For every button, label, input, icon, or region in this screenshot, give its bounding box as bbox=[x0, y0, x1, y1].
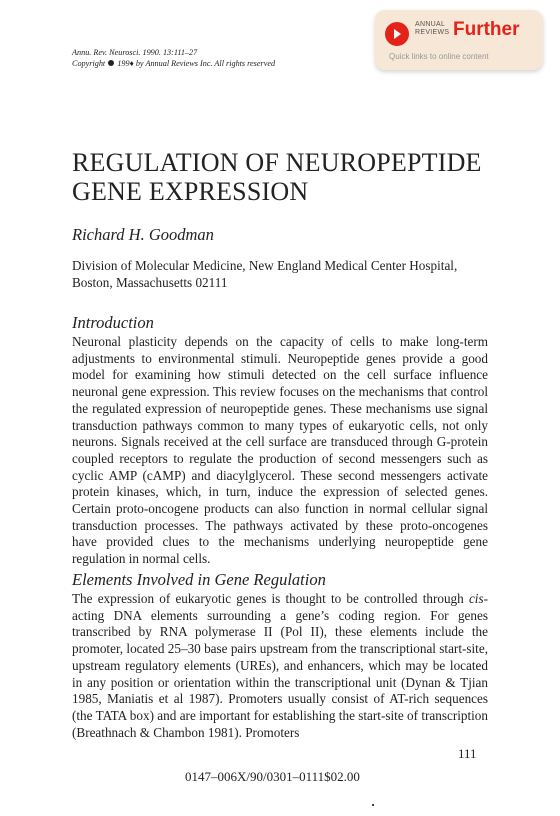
further-label: Further bbox=[453, 19, 520, 40]
quick-links-label: Quick links to online content bbox=[389, 52, 489, 61]
section-heading-elements: Elements Involved in Gene Regulation bbox=[72, 570, 326, 589]
elements-text-start: The expression of eukaryotic genes is thought to be controlled through bbox=[72, 591, 469, 606]
annual-reviews-line2: REVIEWS bbox=[415, 29, 450, 36]
author-affiliation: Division of Molecular Medicine, New England Medical Center Hospital, Boston, Massachusetts 02111 bbox=[72, 258, 458, 290]
introduction-paragraph: Neuronal plasticity depends on the capacity of cells to make long-term adjustments to environmental stimuli. Neuropeptide genes provide a good model for examining how stimuli detected on the cell surface influence neuronal gene expression. This review focuses on the mechanisms that control the regulated expression of neuropeptide genes. These mechanisms use signal transduction pathways common to many types of eukaryotic cells, not only neurons. Signals received at the cell surface are transduced through G-protein coupled receptors to regulate the production of second messengers such as cyclic AMP (cAMP) and diacylglycerol. These second messengers activate protein kinases, which, in turn, induce the expression of selected genes. Certain proto-oncogene products can also function in normal cellular signal transduction processes. The pathways activated by these proto-oncogenes have provided clues to the mechanisms underlying neuropeptide gene regulation in normal cells. bbox=[72, 334, 488, 567]
article-author: Richard H. Goodman bbox=[72, 225, 214, 244]
annual-reviews-logo-icon bbox=[385, 22, 409, 46]
citation-line-copyright bbox=[72, 59, 275, 70]
scan-mark bbox=[372, 804, 374, 806]
annual-reviews-wordmark bbox=[415, 21, 449, 37]
citation-line-journal: Annu. Rev. Neurosci. 1990. 13:111–27 bbox=[72, 48, 198, 57]
annual-reviews-line1: ANNUAL bbox=[415, 21, 446, 28]
article-title bbox=[72, 148, 482, 206]
article-code: 0147–006X/90/0301–0111$02.00 bbox=[185, 769, 360, 784]
section-heading-introduction: Introduction bbox=[72, 313, 154, 332]
page-number: 111 bbox=[458, 746, 477, 761]
copyright-bullet-icon bbox=[108, 60, 114, 66]
copyright-word: Copyright bbox=[72, 58, 106, 68]
elements-text-rest: -acting DNA elements surrounding a gene’s coding region. For genes transcribed by RNA polymerase II (Pol II), these elements include the promoter, located 25–30 base pairs upstream from the transcriptional start-site, upstream regulatory elements (UREs), and enhancers, which may be located in any position or orientation within the transcriptional unit (Dynan & Tjian 1985, Maniatis et al 1987). Promoters usually consist of AT-rich sequences (the TATA box) and are important for establishing the start-site of transcription (Breathnach & Chambon 1981). Promoters bbox=[72, 591, 488, 740]
annual-reviews-further-badge[interactable] bbox=[375, 10, 543, 70]
copyright-notice: 199♦ by Annual Reviews Inc. All rights reserved bbox=[117, 58, 276, 68]
elements-paragraph bbox=[72, 591, 488, 741]
article-title-line2: GENE EXPRESSION bbox=[72, 177, 309, 206]
journal-citation bbox=[72, 48, 275, 69]
article-title-line1: REGULATION OF NEUROPEPTIDE bbox=[72, 148, 482, 177]
elements-text-cis: cis bbox=[468, 591, 484, 606]
